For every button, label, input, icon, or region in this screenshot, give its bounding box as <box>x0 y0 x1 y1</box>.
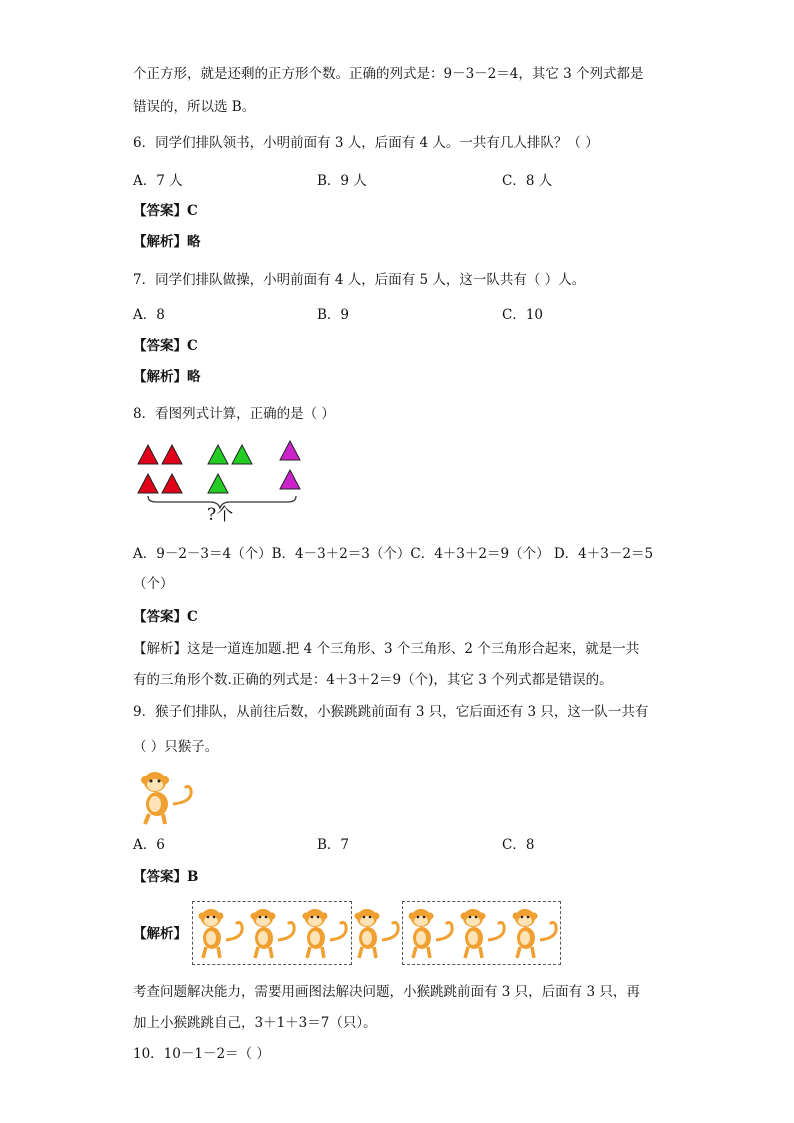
red-triangle <box>138 445 158 464</box>
q7-answer: 【答案】C <box>133 338 198 354</box>
monkey-icon <box>303 909 347 958</box>
red-triangle <box>162 445 182 464</box>
q10-stem: 10．10－1－2＝（ ） <box>133 1046 270 1062</box>
purple-triangle <box>280 470 300 489</box>
q7-option-a: A．8 <box>133 307 165 323</box>
monkey-icon <box>461 909 505 958</box>
q9-analysis-line-1: 考查问题解决能力，需要用画图法解决问题，小猴跳跳前面有 3 只，后面有 3 只，再 <box>133 984 640 1000</box>
monkey-icon <box>199 909 243 958</box>
q7-analysis: 【解析】略 <box>133 369 201 385</box>
q9-answer: 【答案】B <box>133 869 199 885</box>
green-triangle <box>208 474 228 493</box>
q7-option-b: B．9 <box>317 307 350 323</box>
green-triangle <box>208 445 228 464</box>
q7-stem: 7．同学们排队做操，小明前面有 4 人，后面有 5 人，这一队共有（ ）人。 <box>133 272 586 288</box>
q6-stem: 6．同学们排队领书，小明前面有 3 人，后面有 4 人。一共有几人排队？（ ） <box>133 135 599 151</box>
q6-option-a: A．7 人 <box>133 173 183 189</box>
q9-option-c: C．8 <box>502 837 535 853</box>
q9-monkey-image <box>135 764 199 828</box>
q7-option-c: C．10 <box>502 307 544 323</box>
purple-triangle <box>280 441 300 460</box>
q9-stem-line-2: （ ）只猴子。 <box>133 739 219 755</box>
prev-text-line-1: 个正方形，就是还剩的正方形个数。正确的列式是：9－3－2＝4，其它 3 个列式都是 <box>133 66 644 82</box>
q8-stem: 8．看图列式计算，正确的是（ ） <box>133 406 335 422</box>
monkey-icon <box>355 909 399 958</box>
q9-option-b: B．7 <box>317 837 350 853</box>
q9-option-a: A．6 <box>133 837 165 853</box>
q9-monkey-row <box>194 902 559 962</box>
q9-analysis-line-2: 加上小猴跳跳自己，3＋1＋3＝7（只）。 <box>133 1015 377 1031</box>
q8-options-line-2: （个） <box>133 576 174 592</box>
monkey-icon <box>141 772 191 824</box>
monkey-icon <box>251 909 295 958</box>
q9-stem-line-1: 9．猴子们排队，从前往后数，小猴跳跳前面有 3 只，它后面还有 3 只，这一队一共有 <box>133 704 649 720</box>
red-triangle <box>138 474 158 493</box>
q6-option-b: B．9 人 <box>317 173 367 189</box>
q8-options-line-1: A．9－2－3＝4（个）B．4－3＋2＝3（个）C．4＋3＋2＝9（个） D．4＋3－2＝5 <box>133 546 654 562</box>
monkey-icon <box>409 909 453 958</box>
prev-text-line-2: 错误的，所以选 B。 <box>133 99 256 115</box>
red-triangle <box>162 474 182 493</box>
q6-analysis: 【解析】略 <box>133 234 201 250</box>
q9-analysis-label: 【解析】 <box>133 926 187 942</box>
q6-option-c: C．8 人 <box>502 173 553 189</box>
q8-answer: 【答案】C <box>133 609 198 625</box>
q8-analysis-line-2: 有的三角形个数.正确的列式是：4＋3＋2＝9（个)，其它 3 个列式都是错误的。 <box>133 672 613 688</box>
monkey-icon <box>513 909 557 958</box>
q6-answer: 【答案】C <box>133 203 198 219</box>
q8-analysis-line-1: 【解析】这是一道连加题.把 4 个三角形、3 个三角形、2 个三角形合起来，就是一共 <box>133 641 640 657</box>
green-triangle <box>232 445 252 464</box>
q8-figure-label: ?个 <box>207 505 234 525</box>
